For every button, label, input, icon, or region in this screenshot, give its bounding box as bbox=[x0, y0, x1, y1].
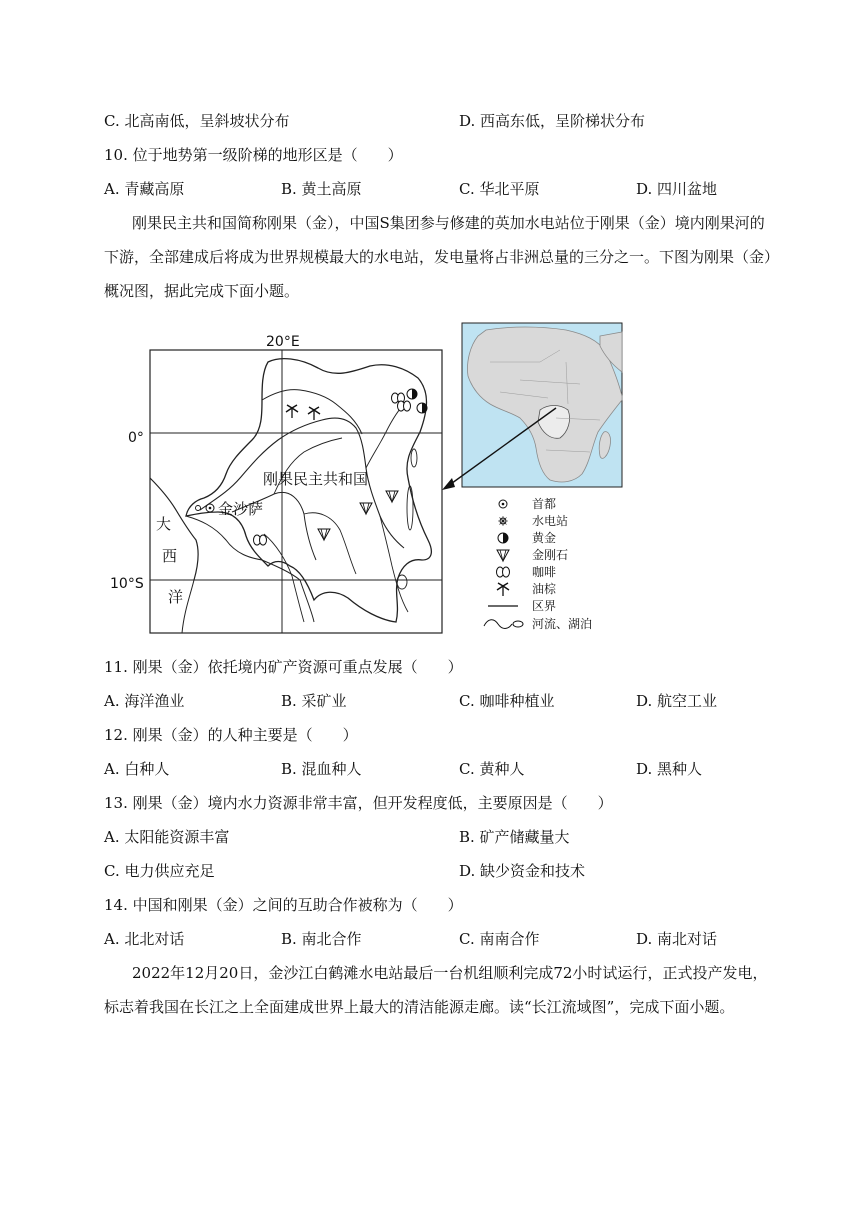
legend-palm-icon bbox=[497, 583, 509, 596]
q10-option-d[interactable]: D. 四川盆地 bbox=[636, 180, 718, 198]
legend-label-palm: 油棕 bbox=[532, 582, 557, 596]
q14-option-c[interactable]: C. 南南合作 bbox=[459, 930, 540, 948]
legend-gold-icon bbox=[498, 533, 508, 543]
legend-label-boundary: 区界 bbox=[532, 599, 557, 613]
ocean-char-2: 西 bbox=[162, 547, 178, 565]
map-legend bbox=[484, 496, 592, 631]
legend-label-gold: 黄金 bbox=[532, 531, 557, 545]
legend-label-diamond: 金刚石 bbox=[532, 548, 569, 562]
q10-stem: 10. 位于地势第一级阶梯的地形区是（ ） bbox=[104, 146, 403, 164]
q13-option-b[interactable]: B. 矿产储藏量大 bbox=[459, 828, 570, 846]
legend-label-hydropower: 水电站 bbox=[532, 514, 569, 528]
lat-label-0: 0° bbox=[128, 430, 144, 446]
q9-option-d[interactable]: D. 西高东低，呈阶梯状分布 bbox=[459, 112, 646, 130]
legend-label-river-lake: 河流、湖泊 bbox=[532, 617, 593, 631]
q11-option-a[interactable]: A. 海洋渔业 bbox=[104, 692, 185, 710]
ocean-char-3: 洋 bbox=[168, 588, 184, 606]
q11-option-c[interactable]: C. 咖啡种植业 bbox=[459, 692, 555, 710]
q13-option-c[interactable]: C. 电力供应充足 bbox=[104, 862, 215, 880]
legend-coffee-icon bbox=[497, 567, 510, 577]
lat-label-10s: 10°S bbox=[110, 576, 144, 592]
legend-hydropower-icon bbox=[498, 516, 508, 526]
capital-label: 金沙萨 bbox=[218, 500, 264, 518]
q10-option-a[interactable]: A. 青藏高原 bbox=[104, 180, 185, 198]
legend-label-coffee: 咖啡 bbox=[532, 565, 557, 579]
q10-option-b[interactable]: B. 黄土高原 bbox=[281, 180, 362, 198]
legend-label-capital: 首都 bbox=[532, 497, 557, 511]
q12-option-d[interactable]: D. 黑种人 bbox=[636, 760, 703, 778]
gold-icon bbox=[417, 403, 427, 413]
intro-paragraph: 刚果民主共和国简称刚果（金），中国S集团参与修建的英加水电站位于刚果（金）境内刚果河的下游，全部建成后将成为世界规模最大的水电站，发电量将占非洲总量的三分之一。下图为刚果（金）概况图，据此完成下面小题。 bbox=[104, 214, 772, 300]
q13-option-a[interactable]: A. 太阳能资源丰富 bbox=[104, 828, 230, 846]
q13-option-d[interactable]: D. 缺少资金和技术 bbox=[459, 862, 586, 880]
q11-option-b[interactable]: B. 采矿业 bbox=[281, 692, 347, 710]
q9-option-c[interactable]: C. 北高南低，呈斜坡状分布 bbox=[104, 112, 290, 130]
coffee-icon bbox=[254, 535, 267, 545]
legend-diamond-icon bbox=[497, 550, 509, 561]
q10-option-c[interactable]: C. 华北平原 bbox=[459, 180, 540, 198]
q13-stem: 13. 刚果（金）境内水力资源非常丰富，但开发程度低，主要原因是（ ） bbox=[104, 794, 613, 812]
q14-stem: 14. 中国和刚果（金）之间的互助合作被称为（ ） bbox=[104, 896, 463, 914]
q12-option-a[interactable]: A. 白种人 bbox=[104, 760, 170, 778]
ocean-char-1: 大 bbox=[156, 515, 172, 533]
q14-option-d[interactable]: D. 南北对话 bbox=[636, 930, 718, 948]
hydropower-icon bbox=[196, 506, 201, 511]
q14-option-a[interactable]: A. 北北对话 bbox=[104, 930, 185, 948]
q12-stem: 12. 刚果（金）的人种主要是（ ） bbox=[104, 726, 358, 744]
country-label: 刚果民主共和国 bbox=[263, 470, 369, 488]
q12-option-b[interactable]: B. 混血种人 bbox=[281, 760, 362, 778]
outro-paragraph: 2022年12月20日，金沙江白鹤滩水电站最后一台机组顺利完成72小时试运行，正式投产发电，标志着我国在长江之上全面建成世界上最大的清洁能源走廊。读“长江流域图”，完成下面小题。 bbox=[104, 964, 768, 1016]
lon-label-20e: 20°E bbox=[266, 334, 300, 350]
q11-option-d[interactable]: D. 航空工业 bbox=[636, 692, 718, 710]
gold-icon bbox=[407, 389, 417, 399]
legend-river-lake-icon bbox=[484, 620, 523, 629]
coffee-icon bbox=[398, 401, 411, 411]
q12-option-c[interactable]: C. 黄种人 bbox=[459, 760, 525, 778]
q14-option-b[interactable]: B. 南北合作 bbox=[281, 930, 362, 948]
q11-stem: 11. 刚果（金）依托境内矿产资源可重点发展（ ） bbox=[104, 658, 463, 676]
